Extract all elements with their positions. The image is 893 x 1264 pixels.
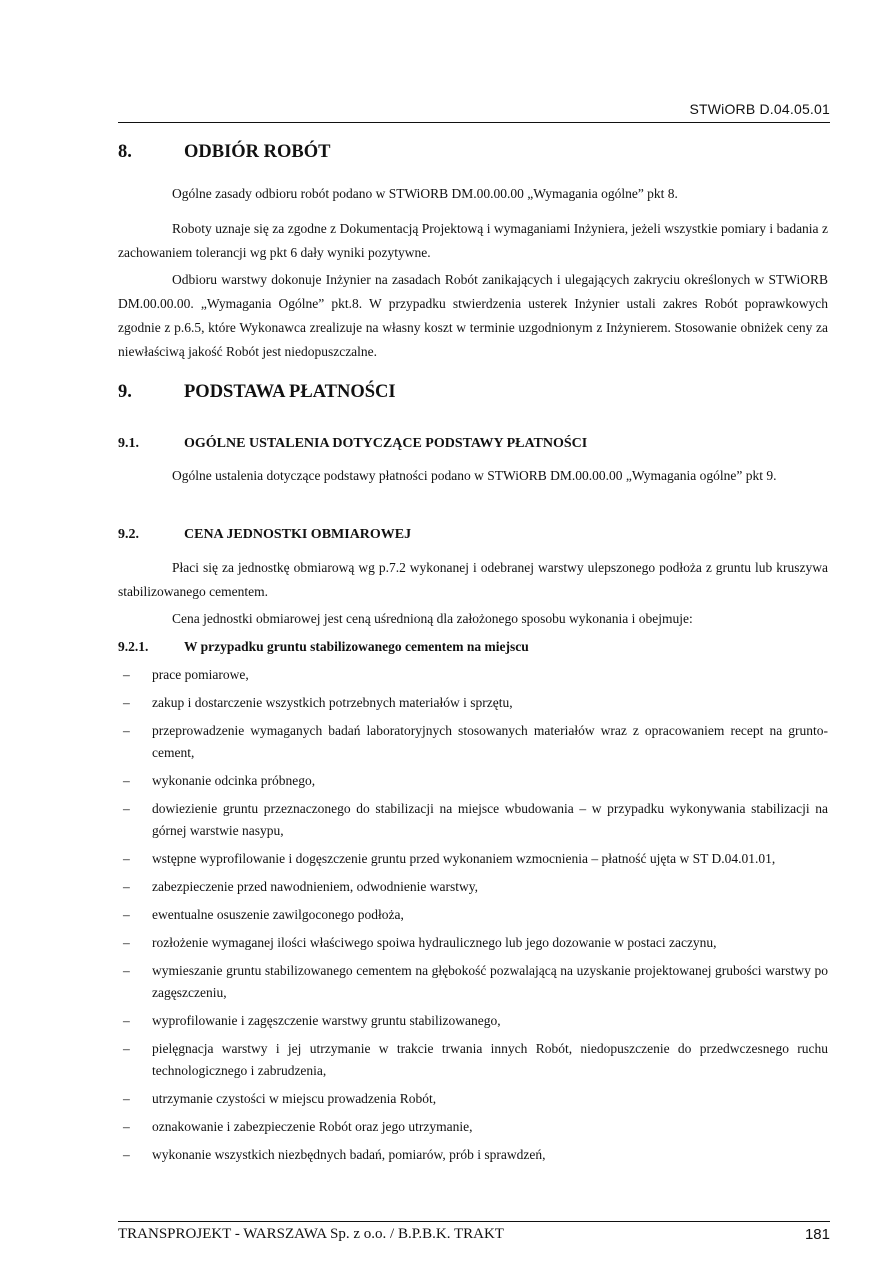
list-item: – prace pomiarowe, bbox=[123, 667, 249, 682]
paragraph-9-1: Ogólne ustalenia dotyczące podstawy płatności podano w STWiORB DM.00.00.00 „Wymagania ogólne” pkt 9. bbox=[172, 468, 777, 483]
list-item: – zakup i dostarczenie wszystkich potrzebnych materiałów i sprzętu, bbox=[123, 695, 513, 710]
header-doc-code: STWiORB D.04.05.01 bbox=[689, 101, 830, 117]
section-8-number: 8. bbox=[118, 142, 132, 162]
footer-company: TRANSPROJEKT - WARSZAWA Sp. z o.o. / B.P.B.K. TRAKT bbox=[118, 1226, 504, 1242]
paragraph-8-3: Odbioru warstwy dokonuje Inżynier na zasadach Robót zanikających i ulegających zakryciu określonych w STWiORB DM.00.00.00. „Wymagania Ogólne” pkt.8. W przypadku stwierdzenia usterek Inżynier ustali zakres Robót poprawkowych zgodnie z p.6.5, które Wykonawca zrealizuje na własny koszt w terminie uzgodnionym z Inżynierem. Stosowanie obniżek ceny za niewłaściwą jakość Robót jest niedopuszczalne. bbox=[118, 272, 828, 359]
list-item: – wykonanie odcinka próbnego, bbox=[123, 773, 316, 788]
list-item: – ewentualne osuszenie zawilgoconego podłoża, bbox=[123, 907, 404, 922]
list-item: – rozłożenie wymaganej ilości właściwego spoiwa hydraulicznego lub jego dozowanie w postaci zaczynu, bbox=[123, 935, 717, 950]
list-item: – utrzymanie czystości w miejscu prowadzenia Robót, bbox=[123, 1091, 437, 1106]
section-9-2-1-heading bbox=[118, 639, 529, 655]
paragraph-9-2-2: Cena jednostki obmiarowej jest ceną uśrednioną dla założonego sposobu wykonania i obejmuje: bbox=[172, 611, 693, 626]
section-8-title: ODBIÓR ROBÓT bbox=[184, 142, 331, 162]
section-9-2-number: 9.2. bbox=[118, 527, 139, 542]
list-item: – pielęgnacja warstwy i jej utrzymanie w trakcie trwania innych Robót, niedopuszczenie do przedwczesnego ruchu technologicznego i zabrudzenia, bbox=[123, 1041, 828, 1078]
list-item: – wykonanie wszystkich niezbędnych badań, pomiarów, prób i sprawdzeń, bbox=[123, 1147, 546, 1162]
header-rule bbox=[118, 122, 830, 123]
section-9-2-heading bbox=[118, 527, 411, 543]
section-9-1-number: 9.1. bbox=[118, 436, 139, 451]
list-item: – oznakowanie i zabezpieczenie Robót oraz jego utrzymanie, bbox=[123, 1119, 473, 1134]
paragraph-8-2: Roboty uznaje się za zgodne z Dokumentacją Projektową i wymaganiami Inżyniera, jeżeli wszystkie pomiary i badania z zachowaniem tolerancji wg pkt 6 dały wyniki pozytywne. bbox=[118, 221, 828, 260]
list-item: – wymieszanie gruntu stabilizowanego cementem na głębokość pozwalającą na uzyskanie projektowanej grubości warstwy po zagęszczeniu, bbox=[123, 963, 828, 1000]
list-item: – przeprowadzenie wymaganych badań laboratoryjnych stosowanych materiałów wraz z opracowaniem recept na grunto-cement, bbox=[123, 723, 828, 760]
section-9-1-heading bbox=[118, 436, 587, 452]
section-9-2-1-number: 9.2.1. bbox=[118, 639, 149, 654]
section-9-1-title: OGÓLNE USTALENIA DOTYCZĄCE PODSTAWY PŁATNOŚCI bbox=[184, 436, 588, 451]
list-item: – wyprofilowanie i zagęszczenie warstwy gruntu stabilizowanego, bbox=[123, 1013, 501, 1028]
section-9-title: PODSTAWA PŁATNOŚCI bbox=[184, 382, 396, 402]
section-8-heading bbox=[118, 142, 330, 163]
list-item: – wstępne wyprofilowanie i dogęszczenie gruntu przed wykonaniem wzmocnienia – płatność ujęta w ST D.04.01.01, bbox=[123, 851, 776, 866]
section-9-2-title: CENA JEDNOSTKI OBMIAROWEJ bbox=[184, 527, 412, 542]
section-9-heading bbox=[118, 382, 396, 403]
section-9-2-1-title: W przypadku gruntu stabilizowanego cementem na miejscu bbox=[184, 639, 529, 654]
cost-items-list bbox=[118, 664, 828, 1172]
footer-rule bbox=[118, 1221, 830, 1222]
paragraph-9-2-1: Płaci się za jednostkę obmiarową wg p.7.2 wykonanej i odebranej warstwy ulepszonego podłoża z gruntu lub kruszywa stabilizowanego cementem. bbox=[118, 560, 828, 599]
page-number: 181 bbox=[804, 1226, 830, 1243]
paragraph-8-1: Ogólne zasady odbioru robót podano w STWiORB DM.00.00.00 „Wymagania ogólne” pkt 8. bbox=[172, 186, 678, 201]
list-item: – zabezpieczenie przed nawodnieniem, odwodnienie warstwy, bbox=[123, 879, 478, 894]
section-9-number: 9. bbox=[118, 382, 132, 402]
list-item: – dowiezienie gruntu przeznaczonego do stabilizacji na miejsce wbudowania – w przypadku wykonywania stabilizacji na górnej warstwie nasypu, bbox=[123, 801, 828, 838]
